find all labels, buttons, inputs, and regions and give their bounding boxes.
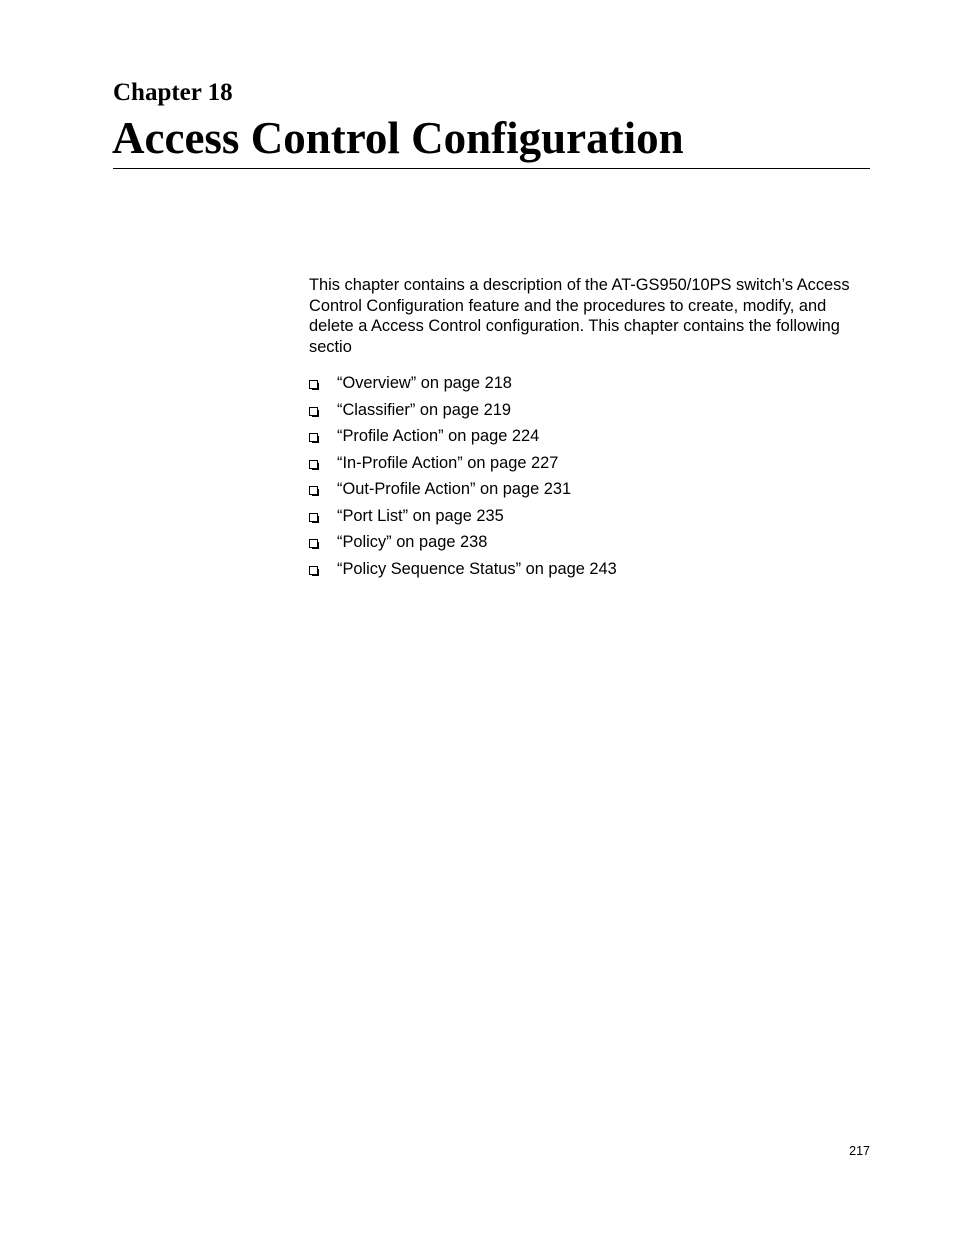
checkbox-bullet-icon	[309, 559, 319, 579]
section-link[interactable]: “Policy Sequence Status” on page 243	[337, 559, 617, 578]
checkbox-bullet-icon	[309, 479, 319, 499]
section-list	[309, 373, 617, 585]
list-item[interactable]	[309, 373, 617, 400]
list-item[interactable]	[309, 559, 617, 586]
checkbox-bullet-icon	[309, 373, 319, 393]
section-link[interactable]: “Classifier” on page 219	[337, 400, 512, 419]
list-item[interactable]	[309, 479, 617, 506]
list-item[interactable]	[309, 400, 617, 427]
list-item[interactable]	[309, 506, 617, 533]
checkbox-bullet-icon	[309, 506, 319, 526]
section-link[interactable]: “Out-Profile Action” on page 231	[337, 480, 572, 498]
list-item[interactable]	[309, 426, 617, 453]
checkbox-bullet-icon	[309, 453, 319, 473]
checkbox-bullet-icon	[309, 426, 319, 446]
section-link[interactable]: “Overview” on page 218	[337, 374, 512, 392]
checkbox-bullet-icon	[309, 532, 319, 552]
section-link[interactable]: “In-Profile Action” on page 227	[337, 453, 559, 472]
checkbox-bullet-icon	[309, 400, 319, 420]
section-link[interactable]: “Profile Action” on page 224	[337, 427, 540, 445]
page-number: 217	[849, 1144, 870, 1158]
page-title: Access Control Configuration	[112, 113, 684, 163]
intro-paragraph: This chapter contains a description of the AT-GS950/10PS switch’s Access Control Configuration feature and the procedures to create, modify, and delete a Access Control configuration. This chapter contains the following sectio	[309, 276, 850, 356]
title-divider	[113, 168, 870, 169]
list-item[interactable]	[309, 453, 617, 480]
chapter-label: Chapter 18	[113, 79, 233, 106]
section-link[interactable]: “Port List” on page 235	[337, 506, 504, 525]
list-item[interactable]	[309, 532, 617, 559]
section-link[interactable]: “Policy” on page 238	[337, 533, 488, 551]
